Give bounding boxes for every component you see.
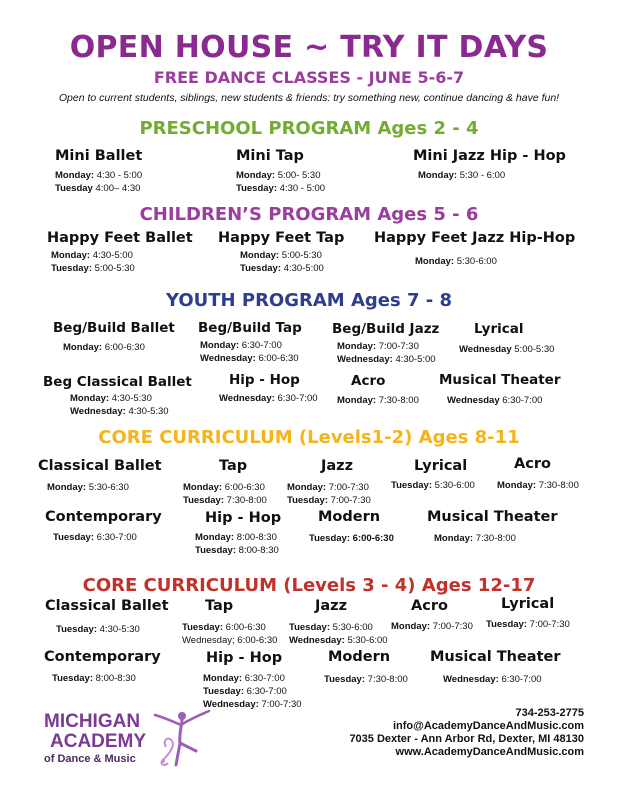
class-name: Modern — [318, 509, 381, 525]
class-name: Contemporary — [44, 649, 161, 665]
class-name: Happy Feet Jazz Hip-Hop — [374, 230, 576, 246]
class-schedule: Tuesday: 6:30-7:00 — [53, 532, 137, 543]
class-schedule: Tuesday: 6:00-6:30 Wednesday; 6:00-6:30 — [182, 622, 278, 646]
class-name: Musical Theater — [439, 372, 561, 388]
contact-block — [340, 707, 584, 759]
class-name: Tap — [219, 458, 248, 474]
class-schedule: Wednesday 5:00-5:30 — [459, 344, 555, 355]
class-name: Mini Jazz Hip - Hop — [413, 148, 566, 164]
class-name: Beg Classical Ballet — [43, 374, 192, 390]
class-name: Contemporary — [45, 509, 162, 525]
class-name: Tap — [205, 598, 234, 614]
page-title: OPEN HOUSE ~ TRY IT DAYS — [69, 30, 549, 65]
class-schedule: Tuesday: 4:30-5:30 — [56, 624, 140, 635]
class-schedule: Wednesday: 6:30-7:00 — [219, 393, 318, 404]
contact-email[interactable]: info@AcademyDanceAndMusic.com — [392, 720, 584, 732]
class-name: Lyrical — [474, 321, 524, 337]
class-schedule: Tuesday: 5:30-6:00 Wednesday: 5:30-6:00 — [289, 622, 388, 646]
class-schedule: Tuesday: 6:00-6:30 — [309, 533, 394, 544]
class-schedule: Monday: 8:00-8:30 Tuesday: 8:00-8:30 — [195, 532, 279, 556]
core2-heading: CORE CURRICULUM (Levels 3 - 4) Ages 12-17 — [82, 575, 536, 596]
logo-line-dance-music: of Dance & Music — [44, 753, 136, 765]
contact-address: 7035 Dexter - Ann Arbor Rd, Dexter, MI 48130 — [349, 733, 584, 745]
core1-heading: CORE CURRICULUM (Levels1-2) Ages 8-11 — [98, 427, 520, 448]
class-name: Modern — [328, 649, 391, 665]
class-name: Jazz — [321, 458, 354, 474]
class-schedule: Monday: 7:30-8:00 — [434, 533, 516, 544]
class-schedule: Monday: 6:00-6:30 Tuesday: 7:30-8:00 — [183, 482, 267, 506]
preschool-heading: PRESCHOOL PROGRAM Ages 2 - 4 — [139, 118, 479, 139]
class-name: Acro — [514, 456, 551, 472]
class-schedule: Monday: 6:30-7:00 Wednesday: 6:00-6:30 — [200, 340, 299, 364]
intro-text: Open to current students, siblings, new students & friends: try something new, continue dancing & have fun! — [58, 92, 560, 104]
class-name: Acro — [411, 598, 448, 614]
youth-heading: YOUTH PROGRAM Ages 7 - 8 — [165, 290, 453, 311]
class-name: Beg/Build Ballet — [53, 320, 175, 336]
class-schedule: Tuesday: 7:30-8:00 — [324, 674, 408, 685]
class-name: Happy Feet Ballet — [47, 230, 193, 246]
class-schedule: Tuesday: 5:30-6:00 — [391, 480, 475, 491]
class-name: Hip - Hop — [205, 510, 282, 526]
class-schedule: Monday: 7:00-7:30 Tuesday: 7:00-7:30 — [287, 482, 371, 506]
class-schedule: Monday: 5:00- 5:30 Tuesday: 4:30 - 5:00 — [236, 170, 326, 194]
class-name: Musical Theater — [427, 509, 558, 525]
class-schedule: Tuesday: 7:00-7:30 — [486, 619, 570, 630]
contact-website[interactable]: www.AcademyDanceAndMusic.com — [395, 746, 584, 758]
class-name: Mini Ballet — [55, 148, 143, 164]
logo-line-academy: ACADEMY — [50, 731, 147, 752]
dancer-icon — [152, 707, 212, 769]
class-name: Classical Ballet — [45, 598, 169, 614]
class-schedule: Monday: 7:30-8:00 — [497, 480, 579, 491]
class-name: Acro — [351, 373, 386, 389]
class-schedule: Monday: 4:30-5:30 Wednesday: 4:30-5:30 — [70, 393, 169, 417]
class-schedule: Monday: 4:30 - 5:00 Tuesday 4:00– 4:30 — [55, 170, 143, 194]
class-schedule: Monday: 5:00-5:30 Tuesday: 4:30-5:00 — [240, 250, 324, 274]
academy-logo — [44, 711, 204, 771]
class-schedule: Tuesday: 8:00-8:30 — [52, 673, 136, 684]
class-name: Musical Theater — [430, 649, 561, 665]
childrens-heading: CHILDREN’S PROGRAM Ages 5 - 6 — [139, 204, 479, 225]
class-name: Jazz — [315, 598, 348, 614]
class-schedule: Wednesday 6:30-7:00 — [447, 395, 543, 406]
contact-phone: 734-253-2775 — [515, 707, 584, 719]
class-schedule: Monday: 5:30 - 6:00 — [418, 170, 506, 181]
class-name: Lyrical — [414, 458, 468, 474]
class-schedule: Monday: 7:00-7:30 — [391, 621, 473, 632]
class-schedule: Monday: 6:00-6:30 — [63, 342, 145, 353]
logo-line-michigan: MICHIGAN — [44, 711, 141, 732]
class-schedule: Monday: 6:30-7:00 Tuesday: 6:30-7:00 Wednesday: 7:00-7:30 — [203, 673, 302, 710]
class-name: Hip - Hop — [229, 372, 300, 388]
class-name: Mini Tap — [236, 148, 304, 164]
class-schedule: Monday: 5:30-6:30 — [47, 482, 129, 493]
class-name: Happy Feet Tap — [218, 230, 345, 246]
class-schedule: Monday: 5:30-6:00 — [415, 256, 497, 267]
class-name: Hip - Hop — [206, 650, 283, 666]
class-schedule: Monday: 7:30-8:00 — [337, 395, 419, 406]
class-name: Classical Ballet — [38, 458, 162, 474]
class-schedule: Wednesday: 6:30-7:00 — [443, 674, 542, 685]
class-name: Beg/Build Tap — [198, 320, 302, 336]
class-schedule: Monday: 4:30-5:00 Tuesday: 5:00-5:30 — [51, 250, 135, 274]
page-subtitle: FREE DANCE CLASSES - JUNE 5-6-7 — [153, 68, 465, 87]
class-name: Lyrical — [501, 596, 555, 612]
class-schedule: Monday: 7:00-7:30 Wednesday: 4:30-5:00 — [337, 341, 436, 365]
class-name: Beg/Build Jazz — [332, 321, 440, 337]
